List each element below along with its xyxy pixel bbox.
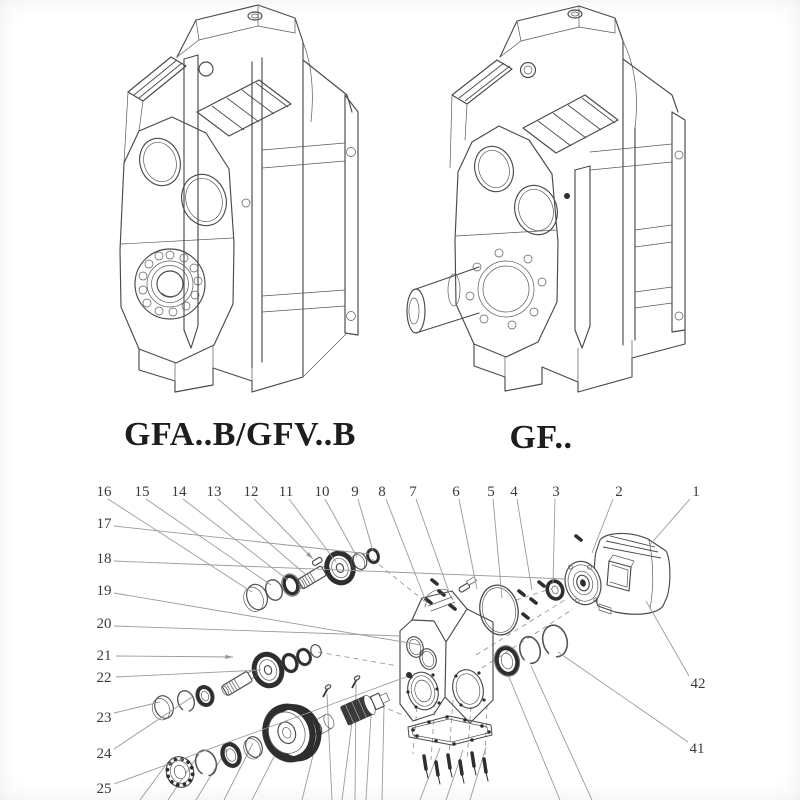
callout-number-5: 5 <box>487 484 495 500</box>
drain-plug <box>406 672 412 678</box>
callout-leader-42 <box>646 601 689 676</box>
callout-number-15: 15 <box>134 484 150 500</box>
callout-number-1: 1 <box>692 484 700 500</box>
callout-number-23: 23 <box>96 710 112 726</box>
screws <box>426 536 581 618</box>
motor-pinion <box>543 577 567 603</box>
callout-leader-3 <box>553 499 555 584</box>
callout-number-17: 17 <box>96 516 112 532</box>
callout-leader-41 <box>558 652 688 742</box>
side-pin <box>242 199 250 207</box>
callout-number-8: 8 <box>378 484 386 500</box>
callout-number-11: 11 <box>278 484 294 500</box>
gearbox-drawing-hollow-shaft <box>120 5 358 392</box>
callout-number-12: 12 <box>243 484 259 500</box>
callout-leader-10 <box>325 499 357 557</box>
callout-leader-16 <box>108 499 252 592</box>
callout-leader-15 <box>146 499 271 585</box>
output-shaft <box>407 267 479 333</box>
snap-ring <box>192 747 220 780</box>
mount-hole <box>521 63 536 78</box>
callout-number-20: 20 <box>96 616 112 632</box>
callout-leader-25 <box>114 677 406 784</box>
callout-number-21: 21 <box>96 648 112 664</box>
callout-leader-1 <box>649 499 690 546</box>
o-ring-gasket <box>476 582 522 638</box>
callout-leader-4 <box>517 499 532 590</box>
bearing <box>491 643 523 679</box>
callout-leader-12 <box>254 499 313 559</box>
callout-number-2: 2 <box>615 484 623 500</box>
shaft-key <box>312 557 323 566</box>
gear-housing <box>400 589 493 723</box>
callout-number-22: 22 <box>96 670 112 686</box>
callout-layer <box>97 484 706 797</box>
callout-leader-11 <box>289 499 336 562</box>
front-face <box>120 117 234 363</box>
callout-number-14: 14 <box>171 484 187 500</box>
callout-number-13: 13 <box>206 484 222 500</box>
cover-bolts <box>424 753 488 784</box>
oil-plug <box>248 12 262 20</box>
callout-arrowhead-21 <box>225 655 233 659</box>
callout-number-19: 19 <box>96 583 112 599</box>
callout-number-25: 25 <box>96 781 112 797</box>
snap-ring <box>517 634 543 665</box>
callout-number-10: 10 <box>314 484 330 500</box>
gearbox-drawing-solid-shaft <box>407 6 685 392</box>
input-bore <box>469 141 519 196</box>
callout-number-6: 6 <box>452 484 460 500</box>
washer <box>241 734 266 761</box>
countershaft <box>309 675 392 737</box>
callout-number-42: 42 <box>690 676 706 692</box>
output-bearing-set <box>491 622 571 679</box>
callout-number-41: 41 <box>689 741 705 757</box>
hollow-shaft-bearing <box>135 249 205 319</box>
input-bore <box>134 133 187 191</box>
output-flange <box>466 249 546 329</box>
ball-bearing <box>161 752 199 791</box>
callout-leader-17 <box>114 526 369 554</box>
callout-number-7: 7 <box>409 484 417 500</box>
callout-number-18: 18 <box>96 551 112 567</box>
bearing <box>217 739 245 770</box>
callout-leader-2 <box>592 499 613 553</box>
snap-ring <box>175 688 198 715</box>
callout-leader-21 <box>116 656 233 657</box>
stud-pins <box>323 675 360 697</box>
exploded-view <box>97 484 706 800</box>
motor-side-parts <box>426 536 581 638</box>
bearing <box>193 683 217 710</box>
seal-cap <box>149 693 177 722</box>
callout-leader-7 <box>416 499 449 592</box>
callout-leader-8 <box>386 499 425 599</box>
motor <box>560 533 670 614</box>
cover-gasket <box>408 715 492 784</box>
model-label-gf: GF.. <box>509 419 573 456</box>
gear-output-large <box>254 695 326 769</box>
model-label-gfab-gfv: GFA..B/GFV..B <box>124 416 356 453</box>
callout-number-9: 9 <box>351 484 359 500</box>
oil-plug <box>568 10 582 18</box>
callout-number-24: 24 <box>96 746 112 762</box>
mount-hole <box>199 62 213 76</box>
callout-number-4: 4 <box>510 484 518 500</box>
callout-leader-5 <box>493 499 502 598</box>
callout-leader-9 <box>358 499 373 551</box>
callout-number-3: 3 <box>552 484 560 500</box>
callout-leader-24 <box>114 697 192 749</box>
motor-flange <box>560 557 607 610</box>
callout-number-16: 16 <box>96 484 112 500</box>
callout-leader-20 <box>114 626 400 636</box>
housing-input-face <box>448 666 487 711</box>
